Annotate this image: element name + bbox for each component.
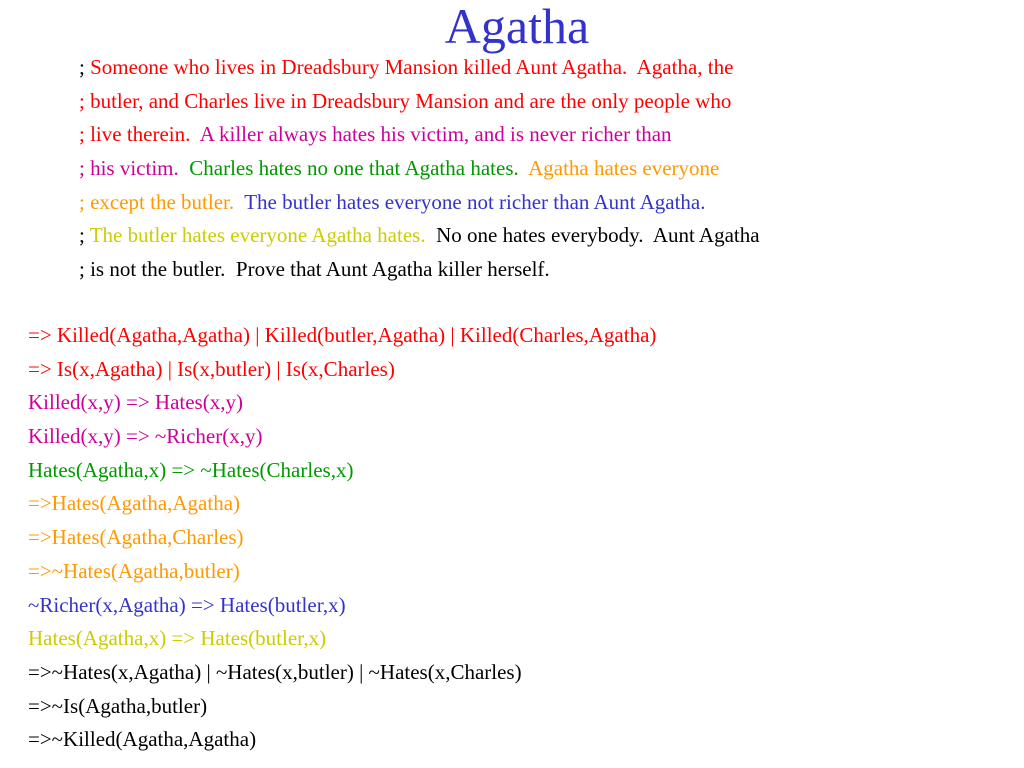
clause-line: => Is(x,Agatha) | Is(x,butler) | Is(x,Charles) xyxy=(28,356,395,381)
comment-line xyxy=(79,52,760,86)
comment-segment: No one hates everybody. Aunt Agatha xyxy=(436,223,760,248)
comment-line xyxy=(79,153,760,187)
comment-segment: ; xyxy=(79,223,90,248)
clause-line: =>Hates(Agatha,Agatha) xyxy=(28,491,241,516)
clause-line: =>~Is(Agatha,butler) xyxy=(28,693,208,718)
problem-statement xyxy=(79,52,760,288)
comment-segment: The butler hates everyone Agatha hates. xyxy=(89,223,437,248)
clause-line: =>~Hates(x,Agatha) | ~Hates(x,butler) | ~Hates(x,Charles) xyxy=(28,659,522,684)
comment-segment: A killer always hates his victim, and is never richer than xyxy=(199,122,672,147)
comment-line xyxy=(79,119,760,153)
comment-line xyxy=(79,220,760,254)
comment-segment: ; butler, and Charles live in Dreadsbury Mansion and are the only people who xyxy=(79,88,732,113)
comment-segment: ; his victim. xyxy=(79,156,190,181)
comment-segment: The butler hates everyone not richer than Aunt Agatha. xyxy=(244,189,706,214)
clause-line: =>~Hates(Agatha,butler) xyxy=(28,558,240,583)
comment-segment: ; live therein. xyxy=(79,122,200,147)
comment-line xyxy=(79,187,760,221)
comment-segment: ; is not the butler. Prove that Aunt Agatha killer herself. xyxy=(79,257,550,282)
clause-line: Hates(Agatha,x) => ~Hates(Charles,x) xyxy=(28,457,354,482)
clause-line: ~Richer(x,Agatha) => Hates(butler,x) xyxy=(28,592,346,617)
comment-line xyxy=(79,254,760,288)
comment-line xyxy=(79,86,760,120)
comment-segment: ; xyxy=(79,55,91,79)
clause-line: Hates(Agatha,x) => Hates(butler,x) xyxy=(28,626,327,651)
comment-segment: Charles hates no one that Agatha hates. xyxy=(189,156,529,181)
clause-line: => Killed(Agatha,Agatha) | Killed(butler,Agatha) | Killed(Charles,Agatha) xyxy=(28,323,657,347)
logic-clauses xyxy=(28,320,656,758)
clause-line: =>~Killed(Agatha,Agatha) xyxy=(28,727,257,752)
slide-title: Agatha xyxy=(444,0,590,54)
clause-line: Killed(x,y) => ~Richer(x,y) xyxy=(28,424,263,449)
clause-line: =>Hates(Agatha,Charles) xyxy=(28,525,244,550)
clause-line: Killed(x,y) => Hates(x,y) xyxy=(28,390,243,415)
comment-segment: Agatha hates everyone xyxy=(528,156,720,181)
comment-segment: ; except the butler. xyxy=(79,189,245,214)
comment-segment: Someone who lives in Dreadsbury Mansion killed Aunt Agatha. Agatha, the xyxy=(90,55,734,79)
